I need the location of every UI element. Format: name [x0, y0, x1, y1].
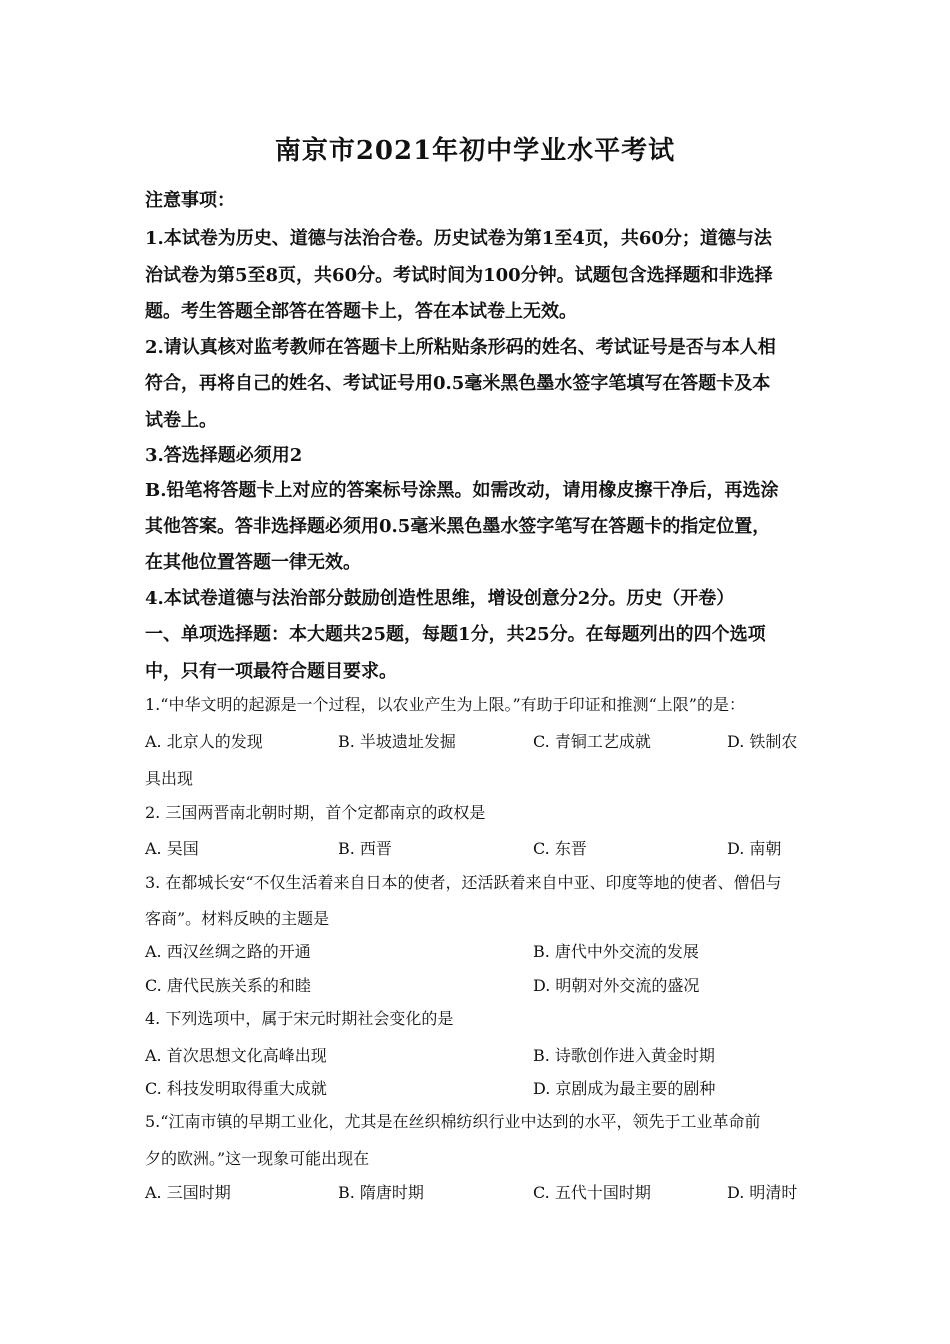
option-c: C. 科技发明取得重大成就: [145, 1079, 327, 1098]
option-d: D. 京剧成为最主要的剧种: [533, 1079, 716, 1098]
option-a: A. 西汉丝绸之路的开通: [145, 942, 311, 961]
notice-line: 其他答案。答非选择题必须用0.5毫米黑色墨水签字笔写在答题卡的指定位置，: [145, 516, 771, 537]
question-stem: 2. 三国两晋南北朝时期，首个定都南京的政权是: [145, 803, 486, 822]
option-continuation: 具出现: [145, 769, 194, 788]
question-stem: 客商”。材料反映的主题是: [145, 909, 330, 928]
option-b: B. 诗歌创作进入黄金时期: [533, 1046, 715, 1065]
notice-line: 试卷上。: [145, 410, 217, 431]
notice-header: 注意事项：: [145, 190, 235, 211]
notice-line: 1.本试卷为历史、道德与法治合卷。历史试卷为第1至4页，共60分；道德与法: [145, 228, 772, 249]
notice-line: 治试卷为第5至8页，共60分。考试时间为100分钟。试题包含选择题和非选择: [145, 265, 773, 286]
notice-line: 在其他位置答题一律无效。: [145, 552, 361, 573]
option-c: C. 东晋: [533, 839, 587, 858]
option-d: D. 南朝: [727, 839, 782, 858]
option-a: A. 首次思想文化高峰出现: [145, 1046, 327, 1065]
question-stem: 5.“江南市镇的早期工业化，尤其是在丝织棉纺织行业中达到的水平，领先于工业革命前: [145, 1112, 761, 1131]
question-stem: 3. 在都城长安“不仅生活着来自日本的使者，还活跃着来自中亚、印度等地的使者、僧侣与: [145, 873, 782, 892]
notice-line: 4.本试卷道德与法治部分鼓励创造性思维，增设创意分2分。历史（开卷）: [145, 588, 735, 609]
option-a: A. 北京人的发现: [145, 732, 263, 751]
option-c: C. 唐代民族关系的和睦: [145, 976, 311, 995]
notice-line: B.铅笔将答题卡上对应的答案标号涂黑。如需改动，请用橡皮擦干净后，再选涂: [145, 480, 779, 501]
page-title: 南京市2021年初中学业水平考试: [274, 136, 676, 166]
option-a: A. 吴国: [145, 839, 199, 858]
option-c: C. 五代十国时期: [533, 1183, 651, 1202]
question-stem: 4. 下列选项中，属于宋元时期社会变化的是: [145, 1009, 454, 1028]
notice-line: 3.答选择题必须用2: [145, 445, 303, 466]
section-heading: 一、单项选择题：本大题共25题，每题1分，共25分。在每题列出的四个选项: [145, 624, 766, 645]
option-b: B. 隋唐时期: [338, 1183, 424, 1202]
option-b: B. 唐代中外交流的发展: [533, 942, 699, 961]
notice-line: 符合，再将自己的姓名、考试证号用0.5毫米黑色墨水签字笔填写在答题卡及本: [145, 373, 771, 394]
question-stem: 夕的欧洲。”这一现象可能出现在: [145, 1149, 370, 1168]
notice-line: 题。考生答题全部答在答题卡上，答在本试卷上无效。: [145, 301, 577, 322]
option-b: B. 半坡遗址发掘: [338, 732, 456, 751]
question-stem: 1.“中华文明的起源是一个过程，以农业产生为上限。”有助于印证和推测“上限”的是：: [145, 695, 745, 714]
section-heading: 中，只有一项最符合题目要求。: [145, 661, 397, 682]
option-b: B. 西晋: [338, 839, 392, 858]
option-d: D. 明清时: [727, 1183, 798, 1202]
option-d: D. 铁制农: [727, 732, 798, 751]
option-d: D. 明朝对外交流的盛况: [533, 976, 700, 995]
option-c: C. 青铜工艺成就: [533, 732, 651, 751]
notice-line: 2.请认真核对监考教师在答题卡上所粘贴条形码的姓名、考试证号是否与本人相: [145, 337, 776, 358]
option-a: A. 三国时期: [145, 1183, 231, 1202]
